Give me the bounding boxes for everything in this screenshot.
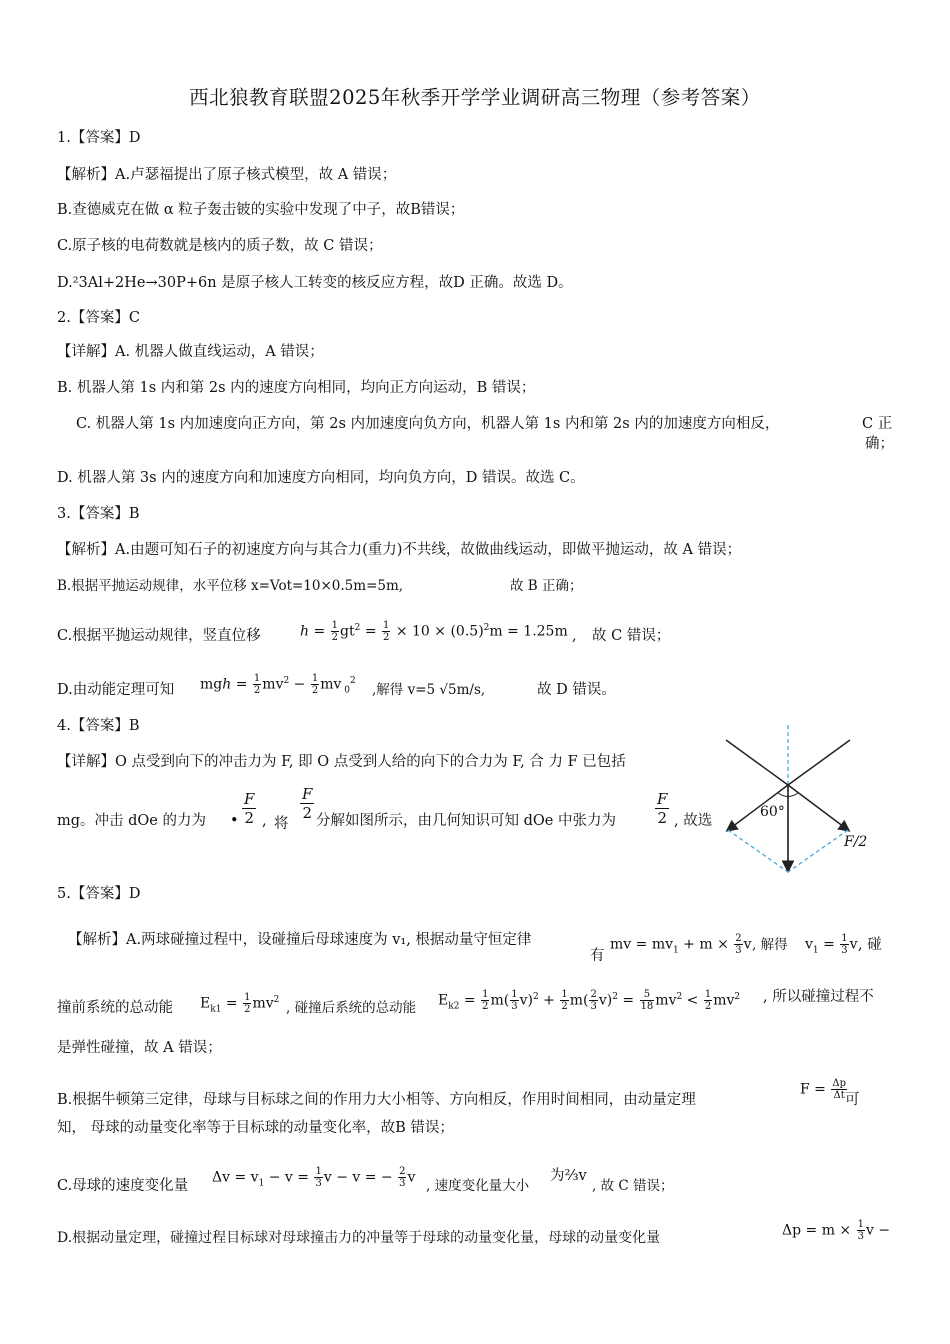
q2-option-c-end: 确；: [865, 436, 894, 452]
force-diagram: [718, 720, 878, 880]
rope-right-upper: [788, 740, 850, 785]
dashed-parallelogram-left: [728, 830, 788, 872]
force-arrow-right: [788, 785, 848, 830]
q4-bullet: •: [230, 813, 239, 829]
q1-answer: 1.【答案】D: [57, 130, 141, 146]
page-title: 西北狼教育联盟2025年秋季开学学业调研高三物理（参考答案）: [189, 86, 761, 109]
q4-answer: 4.【答案】B: [57, 718, 140, 734]
q5-option-c-end: , 故 C 错误；: [592, 1178, 674, 1194]
q3-option-d-tail: 故 D 错误。: [537, 682, 616, 698]
rope-left-upper: [726, 740, 788, 785]
dashed-parallelogram-right: [788, 830, 848, 872]
q3-option-c: C.根据平抛运动规律，竖直位移: [57, 628, 261, 644]
q3-option-b-tail: 故 B 正确；: [510, 578, 583, 594]
q1-option-b: B.查德威克在做 α 粒子轰击铍的实验中发现了中子，故B错误；: [57, 202, 465, 218]
q4-line2-text: 分解如图所示，由几何知识可知 dOe 中张力为: [316, 813, 616, 829]
q3-c-equation: h = $\frac{1}{2}$ $gt^2$ = $\frac{1}{2}$ × $10 \times (0.5)^2m = 1.25m$: [300, 620, 568, 644]
q2-option-b: B. 机器人第 1s 内和第 2s 内的速度方向相同，均向正方向运动，B 错误；: [57, 380, 536, 396]
q3-option-b: B.根据平抛运动规律，水平位移 x=Vot=10×0.5m=5m,: [57, 578, 404, 594]
q4-detail: 【详解】O 点受到向下的冲击力为 F, 即 O 点受到人给的向下的合力为 F, 合 力 F 已包括: [57, 754, 626, 770]
q5-ek2-equation: $E_{k2}$ = $\frac{1}{2}$ m( $\frac{1}{3}$ v)$^2$ + $\frac{1}{2}$ m( $\frac{2}{3}$ v)$^2$ = $\frac{5}{18}$ $mv^2$ < $\frac{1}{2}$ $mv^2$: [438, 989, 741, 1013]
angle-label: 60°: [760, 804, 785, 820]
q5-option-a-mid2: , 碰撞后系统的总动能: [286, 1000, 417, 1016]
q4-comma: ,: [262, 813, 267, 829]
q1-option-d: D.²3Al+2He→30P+6n 是原子核人工转变的核反应方程，故D 正确。故选 D。: [57, 275, 573, 291]
q5-option-b-line2: 知， 母球的动量变化率等于目标球的动量变化率，故B 错误；: [57, 1120, 454, 1136]
q5-option-a-end: , 碰: [858, 937, 882, 953]
q5-option-a-line1: 【解析】A.两球碰撞过程中，设碰撞后母球速度为 v₁, 根据动量守恒定律: [68, 932, 532, 948]
q5-option-c-mid: , 速度变化量大小: [426, 1178, 530, 1194]
q2-option-a: 【详解】A. 机器人做直线运动，A 错误；: [57, 344, 324, 360]
q5-answer: 5.【答案】D: [57, 886, 141, 902]
q5-option-d: D.根据动量定理，碰撞过程目标球对母球撞击力的冲量等于母球的动量变化量，母球的动量变化量: [57, 1230, 661, 1246]
q3-option-c-tail: 故 C 错误；: [592, 628, 671, 644]
q5-option-c-value: 为⅔v: [550, 1168, 587, 1184]
q2-answer: 2.【答案】C: [57, 310, 140, 326]
q3-option-d-mid: ,解得 v=5 √5m/s,: [372, 682, 486, 698]
q3-option-d: D.由动能定理可知: [57, 682, 175, 698]
q1-option-c: C.原子核的电荷数就是核内的质子数，故 C 错误；: [57, 238, 383, 254]
q4-line2-mid: 将: [274, 816, 289, 832]
q2-option-c-tail: C 正: [862, 416, 893, 432]
q3-c-comma: ,: [572, 628, 577, 644]
q1-option-a: 【解析】A.卢瑟福提出了原子核式模型，故 A 错误；: [57, 167, 397, 183]
q4-fraction-2: F 2: [302, 785, 313, 822]
q5-option-a-mid: , 解得: [752, 937, 788, 953]
q5-b-equation: F = $\frac{\Delta p}{\Delta t}$: [800, 1078, 846, 1101]
q5-option-c: C.母球的速度变化量: [57, 1178, 189, 1194]
q5-a-equation-1: mv = $mv_1 + m$ × $\frac{2}{3}$ v: [610, 933, 752, 956]
q4-line2-start: mg。冲击 dOe 的力为: [57, 813, 206, 829]
q5-d-equation: Δp = m × $\frac{1}{3}$ v −: [782, 1219, 891, 1242]
q5-c-equation: $\Delta v = v_1 - v$ = $\frac{1}{3}$ v − v = − $\frac{2}{3}$ v: [212, 1166, 416, 1189]
q5-option-a-line3: 是弹性碰撞，故 A 错误；: [57, 1040, 222, 1056]
q5-option-a-end2: , 所以碰撞过程不: [763, 989, 874, 1005]
q5-option-b-end: 可: [845, 1092, 860, 1108]
q4-fraction-1: F 2: [244, 790, 255, 827]
q2-option-d: D. 机器人第 3s 内的速度方向和加速度方向相同，均向负方向，D 错误。故选 C。: [57, 470, 585, 486]
q3-d-equation: mgh = $\frac{1}{2}$ $mv^2$ − $\frac{1}{2}$ mv $_0^2$: [200, 673, 356, 697]
q5-a-equation-2: $v_1$ = $\frac{1}{3}$ v: [805, 933, 858, 956]
q3-answer: 3.【答案】B: [57, 506, 140, 522]
q5-option-a-you: 有: [590, 948, 605, 964]
q3-option-a: 【解析】A.由题可知石子的初速度方向与其合力(重力)不共线，故做曲线运动，即做平抛运动，故 A 错误；: [57, 542, 742, 558]
q5-option-a-line2: 撞前系统的总动能: [57, 1000, 173, 1016]
q4-fraction-3: F 2: [657, 790, 668, 827]
q4-line2-end: , 故选: [674, 813, 713, 829]
q5-option-b-line1: B.根据牛顿第三定律，母球与目标球之间的作用力大小相等、方向相反，作用时间相同，由动量定理: [57, 1092, 696, 1108]
q5-ek1-equation: $E_{k1}$ = $\frac{1}{2}$ $mv^2$: [200, 992, 280, 1016]
q2-option-c: C. 机器人第 1s 内加速度向正方向，第 2s 内加速度向负方向，机器人第 1s 内和第 2s 内的加速度方向相反，: [76, 416, 780, 432]
force-label: F/2: [844, 834, 868, 850]
